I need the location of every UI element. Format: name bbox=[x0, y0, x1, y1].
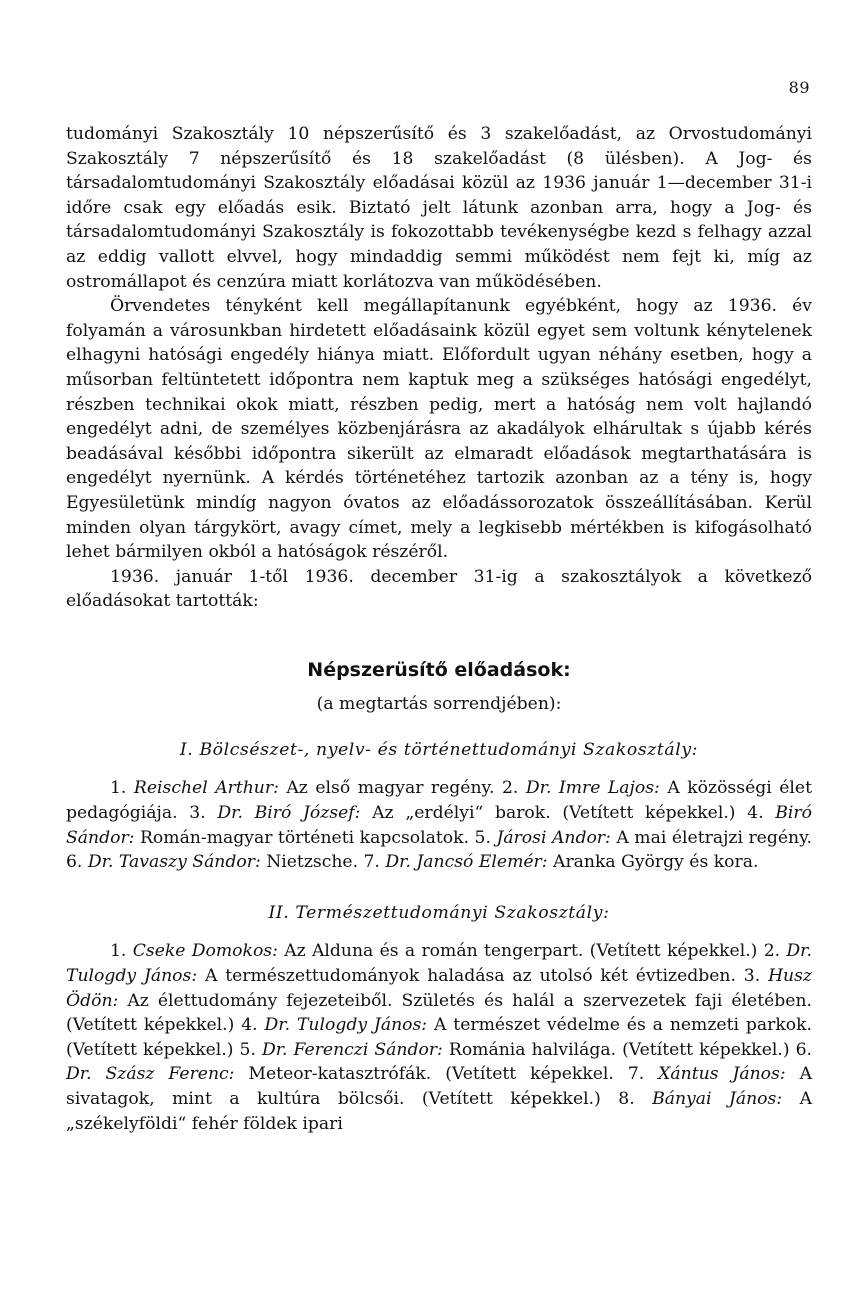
speaker-name: Dr. Biró József: bbox=[217, 803, 361, 824]
speaker-name: Reischel Arthur: bbox=[133, 778, 279, 799]
intro-paragraph: Örvendetes tényként kell megállapítanunk egyébként, hogy az 1936. év folyamán a városunkban hirdetett előadásaink közül egyet sem voltunk kénytelenek elhagyni hatósági engedély hiánya miatt. Előfordult ugyan néhány esetben, hogy a műsorban feltüntetett időpontra nem kaptuk meg a szükséges hatósági engedélyt, részben technikai okok miatt, részben pedig, mert a hatóság nem volt hajlandó engedélyt adni, de személyes közbenjárásra az akadályok elhárultak s újabb kérés beadásával későbbi időpontra sikerült az elmaradt előadások megtarthatására is engedélyt nyernünk. A kérdés történetéhez tartozik azonban az a tény is, hogy Egyesületünk mindíg nagyon óvatos az előadássorozatok összeállításában. Kerül minden olyan tárgykört, avagy címet, mely a legkisebb mértékben is kifogásolható lehet bármilyen okból a hatóságok részéről. bbox=[66, 296, 812, 563]
lecture-text: A sivatagok, mint a kultúra bölcsői. (Vetített képekkel.) 8. bbox=[66, 1064, 812, 1109]
speaker-name: Xántus János: bbox=[658, 1064, 786, 1085]
speaker-name: Járosi Andor: bbox=[496, 827, 611, 848]
speaker-name: Dr. Tavaszy Sándor: bbox=[87, 852, 261, 873]
lecture-list bbox=[66, 939, 812, 1136]
page-number: 89 bbox=[788, 78, 810, 97]
lecture-text: A közösségi élet pedagógiája. 3. bbox=[66, 778, 812, 824]
speaker-name: Husz Ödön: bbox=[66, 966, 812, 1011]
subsection-title: I. Bölcsészet-, nyelv- és történettudományi Szakosztály: bbox=[179, 739, 699, 760]
speaker-name: Dr. Jancsó Elemér: bbox=[385, 852, 548, 873]
lecture-text: Az élettudomány fejezeteiből. Születés és halál a szervezetek faji életében. (Vetített képekkel.) 4. bbox=[66, 990, 812, 1036]
section-heading: Népszerüsítő előadások: bbox=[307, 658, 571, 681]
lecture-text: A természettudományok haladása az utolsó két évtizedben. 3. bbox=[197, 966, 769, 987]
lecture-text: A mai életrajzi regény. 6. bbox=[66, 827, 812, 873]
lecture-text: A természet védelme és a nemzeti parkok. (Vetített képekkel.) 5. bbox=[66, 1015, 812, 1060]
speaker-name: Dr. Imre Lajos: bbox=[525, 778, 660, 799]
lecture-text: A „székelyföldi“ fehér földek ipari bbox=[66, 1089, 812, 1134]
intro-paragraph: tudományi Szakosztály 10 népszerűsítő és 3 szakelőadást, az Orvostudományi Szakosztály 7 népszerűsítő és 18 szakelőadást (8 ülésben). A Jog- és társadalomtudományi Szakosztály előadásai közül az 1936 január 1—december 31-i időre csak egy előadás esik. Biztató jelt látunk azonban arra, hogy a Jog- és társadalomtudományi Szakosztály is fokozottabb tevékenységbe kezd s felhagy azzal az eddig vallott elvvel, hogy mindaddig semmi működést nem fejt ki, míg az ostromállapot és cenzúra miatt korlátozva van működésében. bbox=[66, 124, 812, 292]
lecture-text: Román-magyar történeti kapcsolatok. 5. bbox=[134, 827, 497, 848]
section-subheading: (a megtartás sorrendjében): bbox=[316, 693, 562, 714]
speaker-name: Dr. Ferenczi Sándor: bbox=[261, 1039, 443, 1060]
speaker-name: Dr. Tulogdy János: bbox=[66, 941, 812, 987]
speaker-name: Dr. Szász Ferenc: bbox=[66, 1064, 235, 1085]
subsection-title: II. Természettudományi Szakosztály: bbox=[268, 902, 610, 923]
lecture-text: Az „erdélyi“ barok. (Vetített képekkel.) 4. bbox=[360, 803, 776, 824]
lecture-list bbox=[66, 776, 812, 874]
lecture-text: 1. bbox=[110, 941, 133, 962]
lecture-text: Az Alduna és a román tengerpart. (Vetített képekkel.) 2. bbox=[277, 941, 787, 962]
speaker-name: Biró Sándor: bbox=[66, 803, 812, 848]
speaker-name: Dr. Tulogdy János: bbox=[264, 1015, 428, 1036]
lecture-text: Nietzsche. 7. bbox=[260, 852, 386, 873]
lecture-text: Aranka György és kora. bbox=[547, 852, 759, 873]
lecture-text: Meteor-katasztrófák. (Vetített képekkel. 7. bbox=[234, 1064, 659, 1085]
page-body bbox=[66, 122, 812, 1136]
lecture-text: Az első magyar regény. 2. bbox=[278, 778, 526, 799]
lecture-text: Románia halvilága. (Vetített képekkel.) 6. bbox=[442, 1039, 812, 1060]
speaker-name: Bányai János: bbox=[652, 1089, 783, 1109]
lecture-text: 1. bbox=[110, 778, 134, 799]
speaker-name: Cseke Domokos: bbox=[132, 941, 278, 962]
intro-paragraph: 1936. január 1-től 1936. december 31-ig a szakosztályok a következő előadásokat tartották: bbox=[66, 566, 812, 612]
